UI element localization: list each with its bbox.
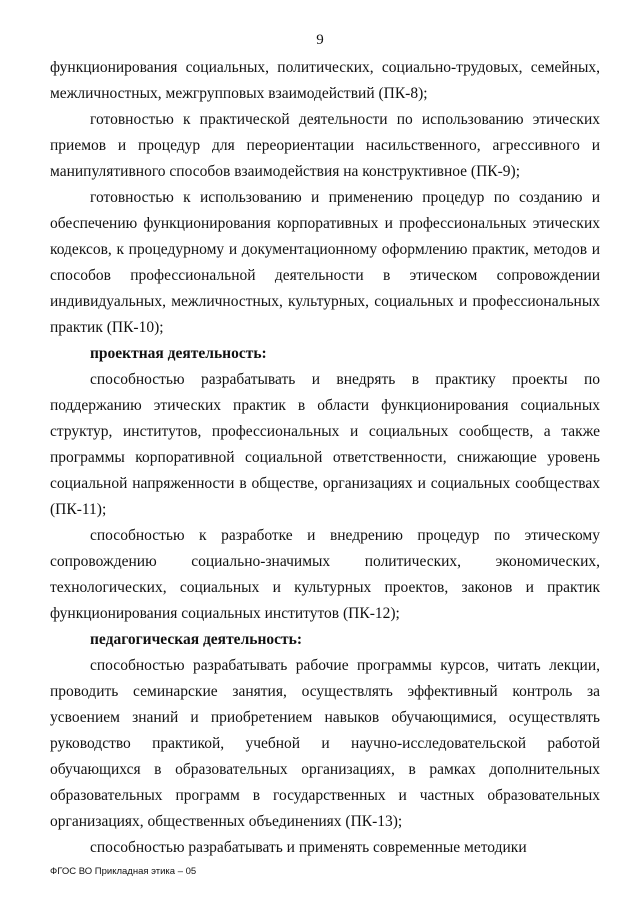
paragraph-pk14-start: способностью разрабатывать и применять современные методики [90,839,527,856]
page-number: 9 [316,32,324,48]
paragraph-pk10: готовностью к использованию и применению процедур по созданию и обеспечению функционирования корпоративных и профессиональных этических кодексов, к процедурному и документационному оформлению практик, методов и способов профессиональной деятельности в этическом сопровождении индивидуальных, межличностных, культурных, социальных и профессиональных практик (ПК-10); [50,189,600,336]
footer-label: ФГОС ВО Прикладная этика – 05 [50,866,197,877]
paragraph-continuation: функционирования социальных, политических, социально-трудовых, семейных, межличностных, межгрупповых взаимодействий (ПК-8); [50,59,600,102]
paragraph-pk11: способностью разрабатывать и внедрять в практику проекты по поддержанию этических практик в области функционирования социальных структур, институтов, профессиональных и социальных сообществ, а также программы корпоративной социальной ответственности, снижающие уровень социальной напряженности в обществе, организациях и социальных сообществах (ПК-11); [50,371,600,518]
document-body [50,55,600,861]
section-heading-project: проектная деятельность: [90,345,267,362]
paragraph-pk13: способностью разрабатывать рабочие программы курсов, читать лекции, проводить семинарские занятия, осуществлять эффективный контроль за усвоением знаний и приобретением навыков обучающимися, осуществлять руководство практикой, учебной и научно-исследовательской работой обучающихся в образовательных организациях, в рамках дополнительных образовательных программ в государственных и частных образовательных организациях, общественных объединениях (ПК-13); [50,657,600,830]
paragraph-pk9: готовностью к практической деятельности по использованию этических приемов и процедур для переориентации насильственного, агрессивного и манипулятивного способов взаимодействия на конструктивное (ПК-9); [50,111,600,180]
paragraph-pk12: способностью к разработке и внедрению процедур по этическому сопровождению социально-значимых политических, экономических, технологических, социальных и культурных проектов, законов и практик функционирования социальных институтов (ПК-12); [50,527,600,622]
section-heading-pedagogical: педагогическая деятельность: [90,631,302,648]
